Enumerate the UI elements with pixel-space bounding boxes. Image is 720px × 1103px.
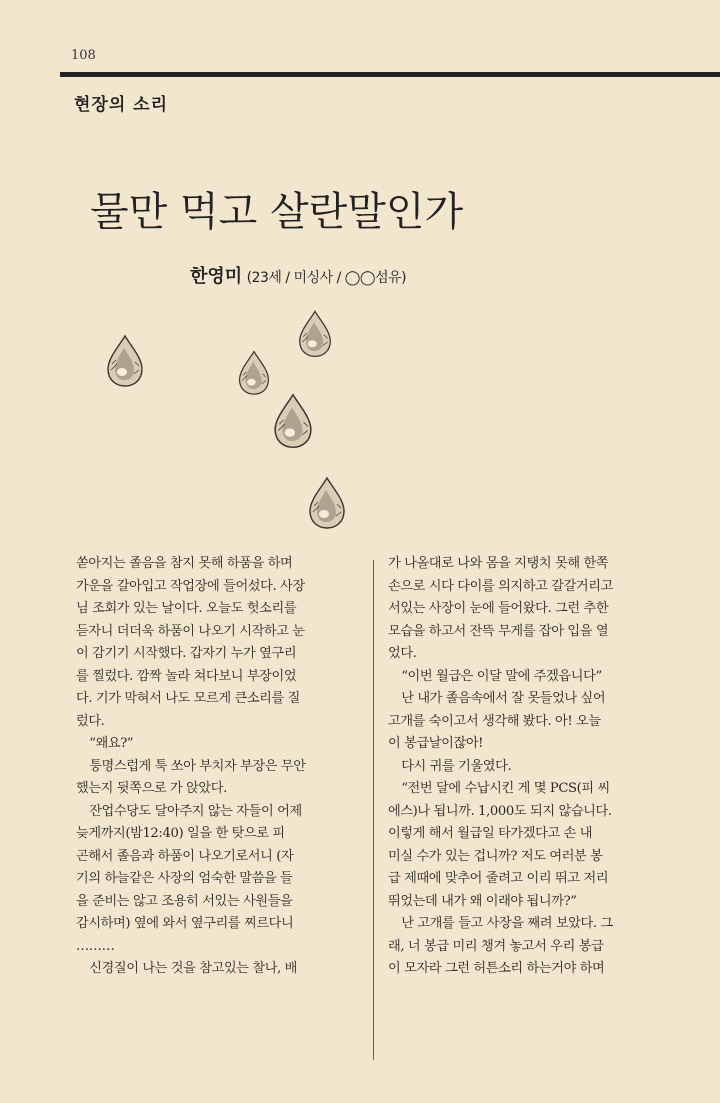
water-drop-icon <box>275 395 311 448</box>
article-column-left <box>76 553 366 981</box>
article-line: 미실 수가 있는 겁니까? 저도 여러분 봉 <box>388 848 603 864</box>
article-line: 잔업수당도 달아주지 않는 자들이 어제 <box>89 803 302 819</box>
article-line: “왜요?” <box>89 736 134 751</box>
article-line: 님 조회가 있는 날이다. 오늘도 헛소리를 <box>76 601 297 616</box>
article-line: “이번 월급은 이달 말에 주겠읍니다” <box>401 668 602 684</box>
author-meta: (23세 / 미싱사 / ◯◯섬유) <box>246 270 407 286</box>
article-line: “전번 달에 수납시킨 게 몇 PCS(피 씨 <box>401 781 610 796</box>
article-line: 했는지 뒷쪽으로 가 앉았다. <box>76 781 227 796</box>
article-line: 기의 하늘같은 사장의 엄숙한 말씀을 들 <box>76 871 293 886</box>
article-line: 다시 귀를 기울였다. <box>401 758 512 774</box>
article-line: 난 고개를 들고 사장을 째려 보았다. 그 <box>401 916 613 931</box>
article-line: 래, 너 봉급 미리 챙겨 놓고서 우리 봉급 <box>388 938 604 954</box>
byline <box>190 262 406 288</box>
article-line: 렀다. <box>76 713 105 729</box>
article-line: ……… <box>76 938 115 954</box>
header-rule <box>60 72 720 77</box>
article-line: 가운을 갈아입고 작업장에 들어섰다. 사장 <box>76 578 305 594</box>
article-line: 이 봉급날이잖아! <box>388 736 484 751</box>
article-line: 서있는 사장이 눈에 들어왔다. 그런 추한 <box>388 601 609 616</box>
author-name: 한영미 <box>190 266 243 287</box>
article-line: 쏟아지는 졸음을 참지 못해 하품을 하며 <box>76 556 293 571</box>
water-drop-icon <box>108 336 142 386</box>
article-line: 듣자니 더더욱 하품이 나오기 시작하고 눈 <box>76 623 305 639</box>
article-line: 를 찔렀다. 깜짝 놀라 쳐다보니 부장이었 <box>76 668 297 684</box>
article-line: 곤해서 졸음과 하품이 나오기로서니 (자 <box>76 848 294 864</box>
article-line: 손으로 시다 다이를 의지하고 갈갈거리고 <box>388 578 613 594</box>
article-line: 난 내가 졸음속에서 잘 못들었나 싶어 <box>401 691 606 706</box>
article-line: 가 나올대로 나와 몸을 지탱치 못해 한쪽 <box>388 556 609 571</box>
article-line: 뛰었는데 내가 왜 이래야 됩니까?” <box>388 893 577 909</box>
article-line: 다. 기가 막혀서 나도 모르게 큰소리를 질 <box>76 691 300 706</box>
article-line: 급 제때에 맞추어 줄려고 이리 뛰고 저리 <box>388 871 609 886</box>
article-line: 신경질이 나는 것을 참고있는 찰나, 배 <box>89 961 298 976</box>
article-line: 모습을 하고서 잔뜩 무게를 잡아 입을 열 <box>388 623 609 639</box>
water-drop-icon <box>310 478 344 528</box>
article-column-right <box>388 553 680 981</box>
water-drops-illustration <box>90 300 380 540</box>
article-line: 고개를 숙이고서 생각해 봤다. 아! 오늘 <box>388 713 601 729</box>
page-number: 108 <box>71 48 96 63</box>
water-drop-icon <box>300 311 331 356</box>
article-line: 었다. <box>388 646 417 661</box>
article-line: 감시하며) 옆에 와서 옆구리를 찌르다니 <box>76 916 294 931</box>
article-line: 이 감기기 시작했다. 갑자기 누가 옆구리 <box>76 646 297 661</box>
article-line: 을 준비는 않고 조용히 서있는 사원들을 <box>76 893 293 909</box>
article-title: 물만 먹고 살란말인가 <box>90 189 464 235</box>
article-line: 퉁명스럽게 툭 쏘아 부치자 부장은 무안 <box>89 758 306 774</box>
section-label: 현장의 소리 <box>74 95 169 115</box>
water-drop-icon <box>240 352 269 395</box>
column-divider <box>373 560 374 1060</box>
article-line: 이 모자라 그런 허튼소리 하는거야 하며 <box>388 961 605 976</box>
article-line: 이렇게 해서 월급일 타가겠다고 손 내 <box>388 826 593 841</box>
article-line: 에스)나 됩니까. 1,000도 되지 않습니다. <box>388 803 612 819</box>
article-line: 늦게까지(밤12:40) 일을 한 탓으로 피 <box>76 826 285 841</box>
